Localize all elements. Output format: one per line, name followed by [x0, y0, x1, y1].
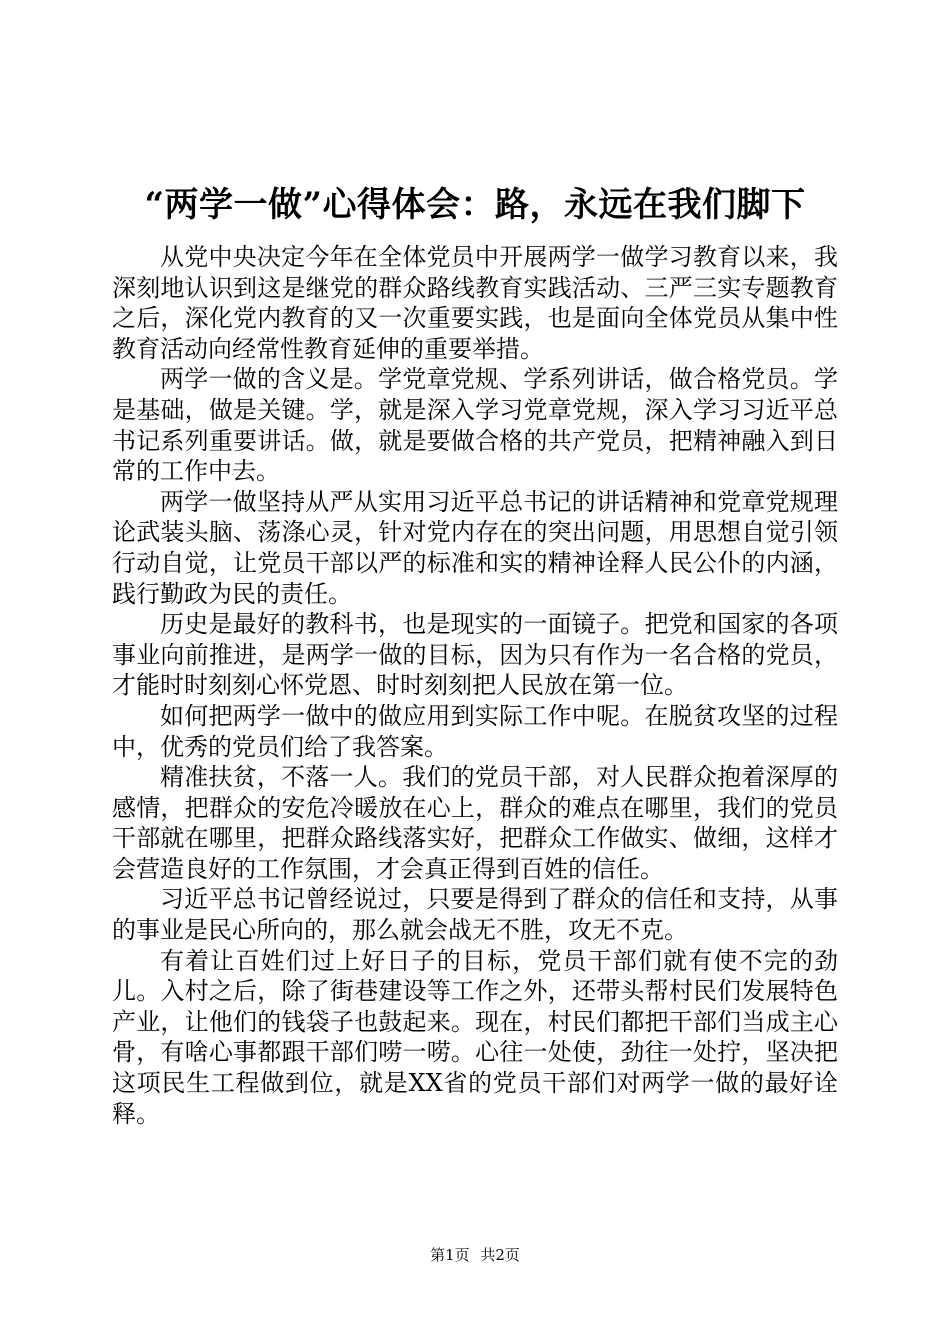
paragraph-7: 习近平总书记曾经说过，只要是得到了群众的信任和支持，从事的事业是民心所向的，那么就会战无不胜，攻无不克。	[112, 885, 838, 945]
paragraph-3: 两学一做坚持从严从实用习近平总书记的讲话精神和党章党规理论武装头脑、荡涤心灵，针对党内存在的突出问题，用思想自觉引领行动自觉，让党员干部以严的标准和实的精神诠释人民公仆的内涵，践行勤政为民的责任。	[112, 487, 838, 608]
page-footer	[0, 1245, 950, 1265]
paragraph-8: 有着让百姓们过上好日子的目标，党员干部们就有使不完的劲儿。入村之后，除了街巷建设等工作之外，还带头帮村民们发展特色产业，让他们的钱袋子也鼓起来。现在，村民们都把干部们当成主心骨，有啥心事都跟干部们唠一唠。心往一处使，劲往一处拧，坚决把这项民生工程做到位，就是XX省的党员干部们对两学一做的最好诠释。	[112, 946, 838, 1128]
paragraph-4: 历史是最好的教科书，也是现实的一面镜子。把党和国家的各项事业向前推进，是两学一做的目标，因为只有作为一名合格的党员，才能时时刻刻心怀党恩、时时刻刻把人民放在第一位。	[112, 610, 838, 700]
paragraph-2: 两学一做的含义是。学党章党规、学系列讲话，做合格党员。学是基础，做是关键。学，就是深入学习党章党规，深入学习习近平总书记系列重要讲话。做，就是要做合格的共产党员，把精神融入到日常的工作中去。	[112, 365, 838, 486]
document-body	[112, 242, 838, 1129]
paragraph-5: 如何把两学一做中的做应用到实际工作中呢。在脱贫攻坚的过程中，优秀的党员们给了我答案。	[112, 701, 838, 761]
paragraph-1: 从党中央决定今年在全体党员中开展两学一做学习教育以来，我深刻地认识到这是继党的群众路线教育实践活动、三严三实专题教育之后，深化党内教育的又一次重要实践，也是面向全体党员从集中性教育活动向经常性教育延伸的重要举措。	[112, 243, 838, 363]
paragraph-6: 精准扶贫，不落一人。我们的党员干部，对人民群众抱着深厚的感情，把群众的安危冷暖放在心上，群众的难点在哪里，我们的党员干部就在哪里，把群众路线落实好，把群众工作做实、做细，这样才会营造良好的工作氛围，才会真正得到百姓的信任。	[112, 763, 838, 883]
document-title: “两学一做”心得体会：路，永远在我们脚下	[144, 185, 806, 225]
page-total: 共2页	[480, 1246, 520, 1264]
page-number: 第1页	[430, 1246, 470, 1264]
